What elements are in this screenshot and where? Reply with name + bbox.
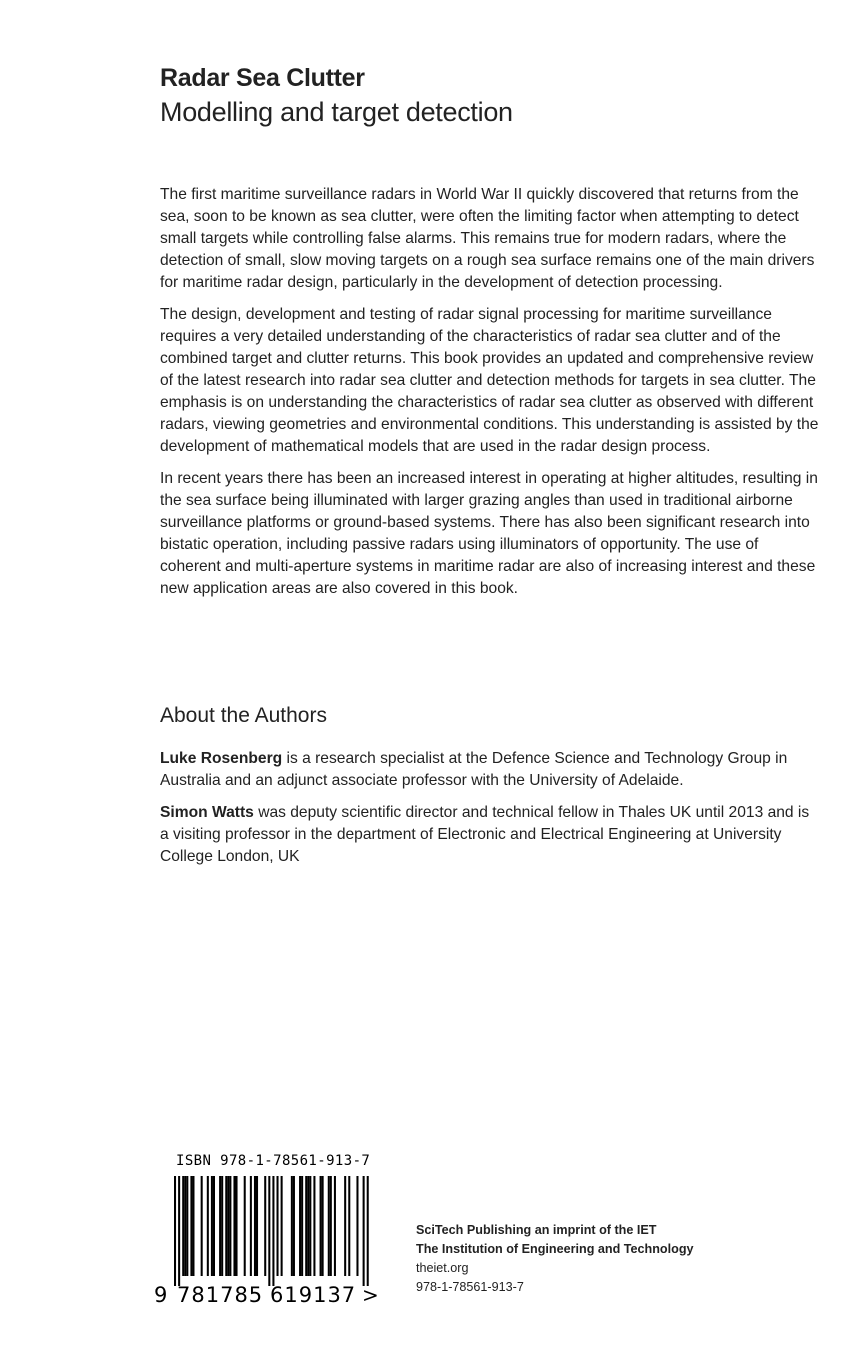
about-authors-heading: About the Authors bbox=[160, 704, 327, 727]
barcode-bar bbox=[211, 1176, 213, 1276]
publisher-name: The Institution of Engineering and Technology bbox=[416, 1242, 694, 1256]
barcode-bar bbox=[334, 1176, 336, 1276]
barcode-bar bbox=[277, 1176, 279, 1276]
barcode-bar bbox=[299, 1176, 301, 1276]
barcode-bar bbox=[190, 1176, 192, 1276]
barcode-bar bbox=[227, 1176, 229, 1276]
barcode-bar bbox=[322, 1176, 324, 1276]
barcode-bar bbox=[272, 1176, 274, 1286]
barcode-bar bbox=[182, 1176, 184, 1276]
author-bio-text: is a research specialist at the Defence Science and Technology Group in Australia and an adjunct associate professor with the University of Adelaide. bbox=[160, 750, 788, 789]
publisher-isbn: 978-1-78561-913-7 bbox=[416, 1280, 524, 1294]
description-paragraph: In recent years there has been an increased interest in operating at higher altitudes, resulting in the sea surface being illuminated with larger grazing angles than used in traditional airborne surveillance platforms or ground-based systems. There has also been significant research into bistatic operation, including passive radars using illuminators of opportunity. The use of coherent and multi-aperture systems in maritime radar are also of increasing interest and these new application areas are also covered in this book. bbox=[160, 470, 818, 597]
barcode-bar bbox=[356, 1176, 358, 1276]
barcode-bar bbox=[309, 1176, 311, 1276]
barcode-bar bbox=[348, 1176, 350, 1276]
barcode-digit-first: 9 bbox=[154, 1283, 168, 1306]
barcode-bar bbox=[281, 1176, 283, 1276]
barcode-bar bbox=[236, 1176, 238, 1276]
description-paragraph: The first maritime surveillance radars in World War II quickly discovered that returns from the sea, soon to be known as sea clutter, were often the limiting factor when attempting to detect small targets while controlling false alarms. This remains true for modern radars, where the detection of small, slow moving targets on a rough sea surface remains one of the main drivers for maritime radar design, particularly in the development of detection processing. bbox=[160, 186, 815, 291]
barcode-bar bbox=[221, 1176, 223, 1276]
barcode-digits-right: 619137 bbox=[270, 1283, 357, 1306]
barcode-bar bbox=[363, 1176, 365, 1286]
barcode-bar bbox=[307, 1176, 309, 1276]
author-name: Simon Watts bbox=[160, 804, 254, 821]
barcode-isbn-label: ISBN 978-1-78561-913-7 bbox=[176, 1153, 371, 1169]
barcode-bar bbox=[264, 1176, 266, 1276]
publisher-imprint: SciTech Publishing an imprint of the IET bbox=[416, 1223, 657, 1237]
barcode-digits-left: 781785 bbox=[177, 1283, 264, 1306]
authors-section bbox=[160, 748, 820, 878]
barcode-bar bbox=[174, 1176, 176, 1286]
publisher-website: theiet.org bbox=[416, 1261, 469, 1275]
barcode-bar bbox=[178, 1176, 180, 1286]
barcode-bar bbox=[244, 1176, 246, 1276]
barcode-bar bbox=[250, 1176, 252, 1276]
barcode-bar bbox=[184, 1176, 186, 1276]
barcode-bar bbox=[328, 1176, 330, 1276]
barcode-bar bbox=[313, 1176, 315, 1276]
barcode-bar bbox=[367, 1176, 369, 1286]
barcode-bar bbox=[192, 1176, 194, 1276]
book-title: Radar Sea Clutter bbox=[160, 64, 365, 92]
barcode-bar bbox=[219, 1176, 221, 1276]
barcode-bar bbox=[254, 1176, 256, 1276]
barcode-bar bbox=[330, 1176, 332, 1276]
author-name: Luke Rosenberg bbox=[160, 750, 283, 767]
barcode-bar bbox=[213, 1176, 215, 1276]
barcode-bar bbox=[291, 1176, 293, 1276]
barcode-bar bbox=[201, 1176, 203, 1276]
barcode-bar bbox=[301, 1176, 303, 1276]
author-bio-text: was deputy scientific director and technical fellow in Thales UK until 2013 and is a visiting professor in the department of Electronic and Electrical Engineering at University College London, UK bbox=[160, 804, 810, 865]
barcode-bar bbox=[229, 1176, 231, 1276]
barcode-graphic bbox=[150, 1172, 390, 1306]
barcode-bar bbox=[233, 1176, 235, 1276]
barcode-bar bbox=[293, 1176, 295, 1276]
barcode-quiet-zone-mark: > bbox=[362, 1283, 379, 1306]
barcode-bar bbox=[344, 1176, 346, 1276]
barcode-bar bbox=[256, 1176, 258, 1276]
author-bio bbox=[160, 748, 820, 792]
barcode-bar bbox=[225, 1176, 227, 1276]
barcode-bar bbox=[207, 1176, 209, 1276]
author-bio bbox=[160, 802, 820, 868]
barcode-bar bbox=[268, 1176, 270, 1286]
book-description bbox=[160, 184, 820, 610]
description-paragraph: The design, development and testing of radar signal processing for maritime surveillance requires a very detailed understanding of the characteristics of radar sea clutter and of the combined target and clutter returns. This book provides an updated and comprehensive review of the latest research into radar sea clutter and detection methods for targets in sea clutter. The emphasis is on understanding the characteristics of radar sea clutter as observed with different radars, viewing geometries and environmental conditions. This understanding is assisted by the development of mathematical models that are used in the radar design process. bbox=[160, 306, 819, 455]
barcode-bar bbox=[186, 1176, 188, 1276]
barcode-bar bbox=[305, 1176, 307, 1276]
isbn-barcode bbox=[150, 1172, 390, 1306]
publisher-block bbox=[416, 1221, 694, 1297]
barcode-bars bbox=[174, 1176, 369, 1286]
book-subtitle: Modelling and target detection bbox=[160, 97, 513, 127]
barcode-bar bbox=[320, 1176, 322, 1276]
